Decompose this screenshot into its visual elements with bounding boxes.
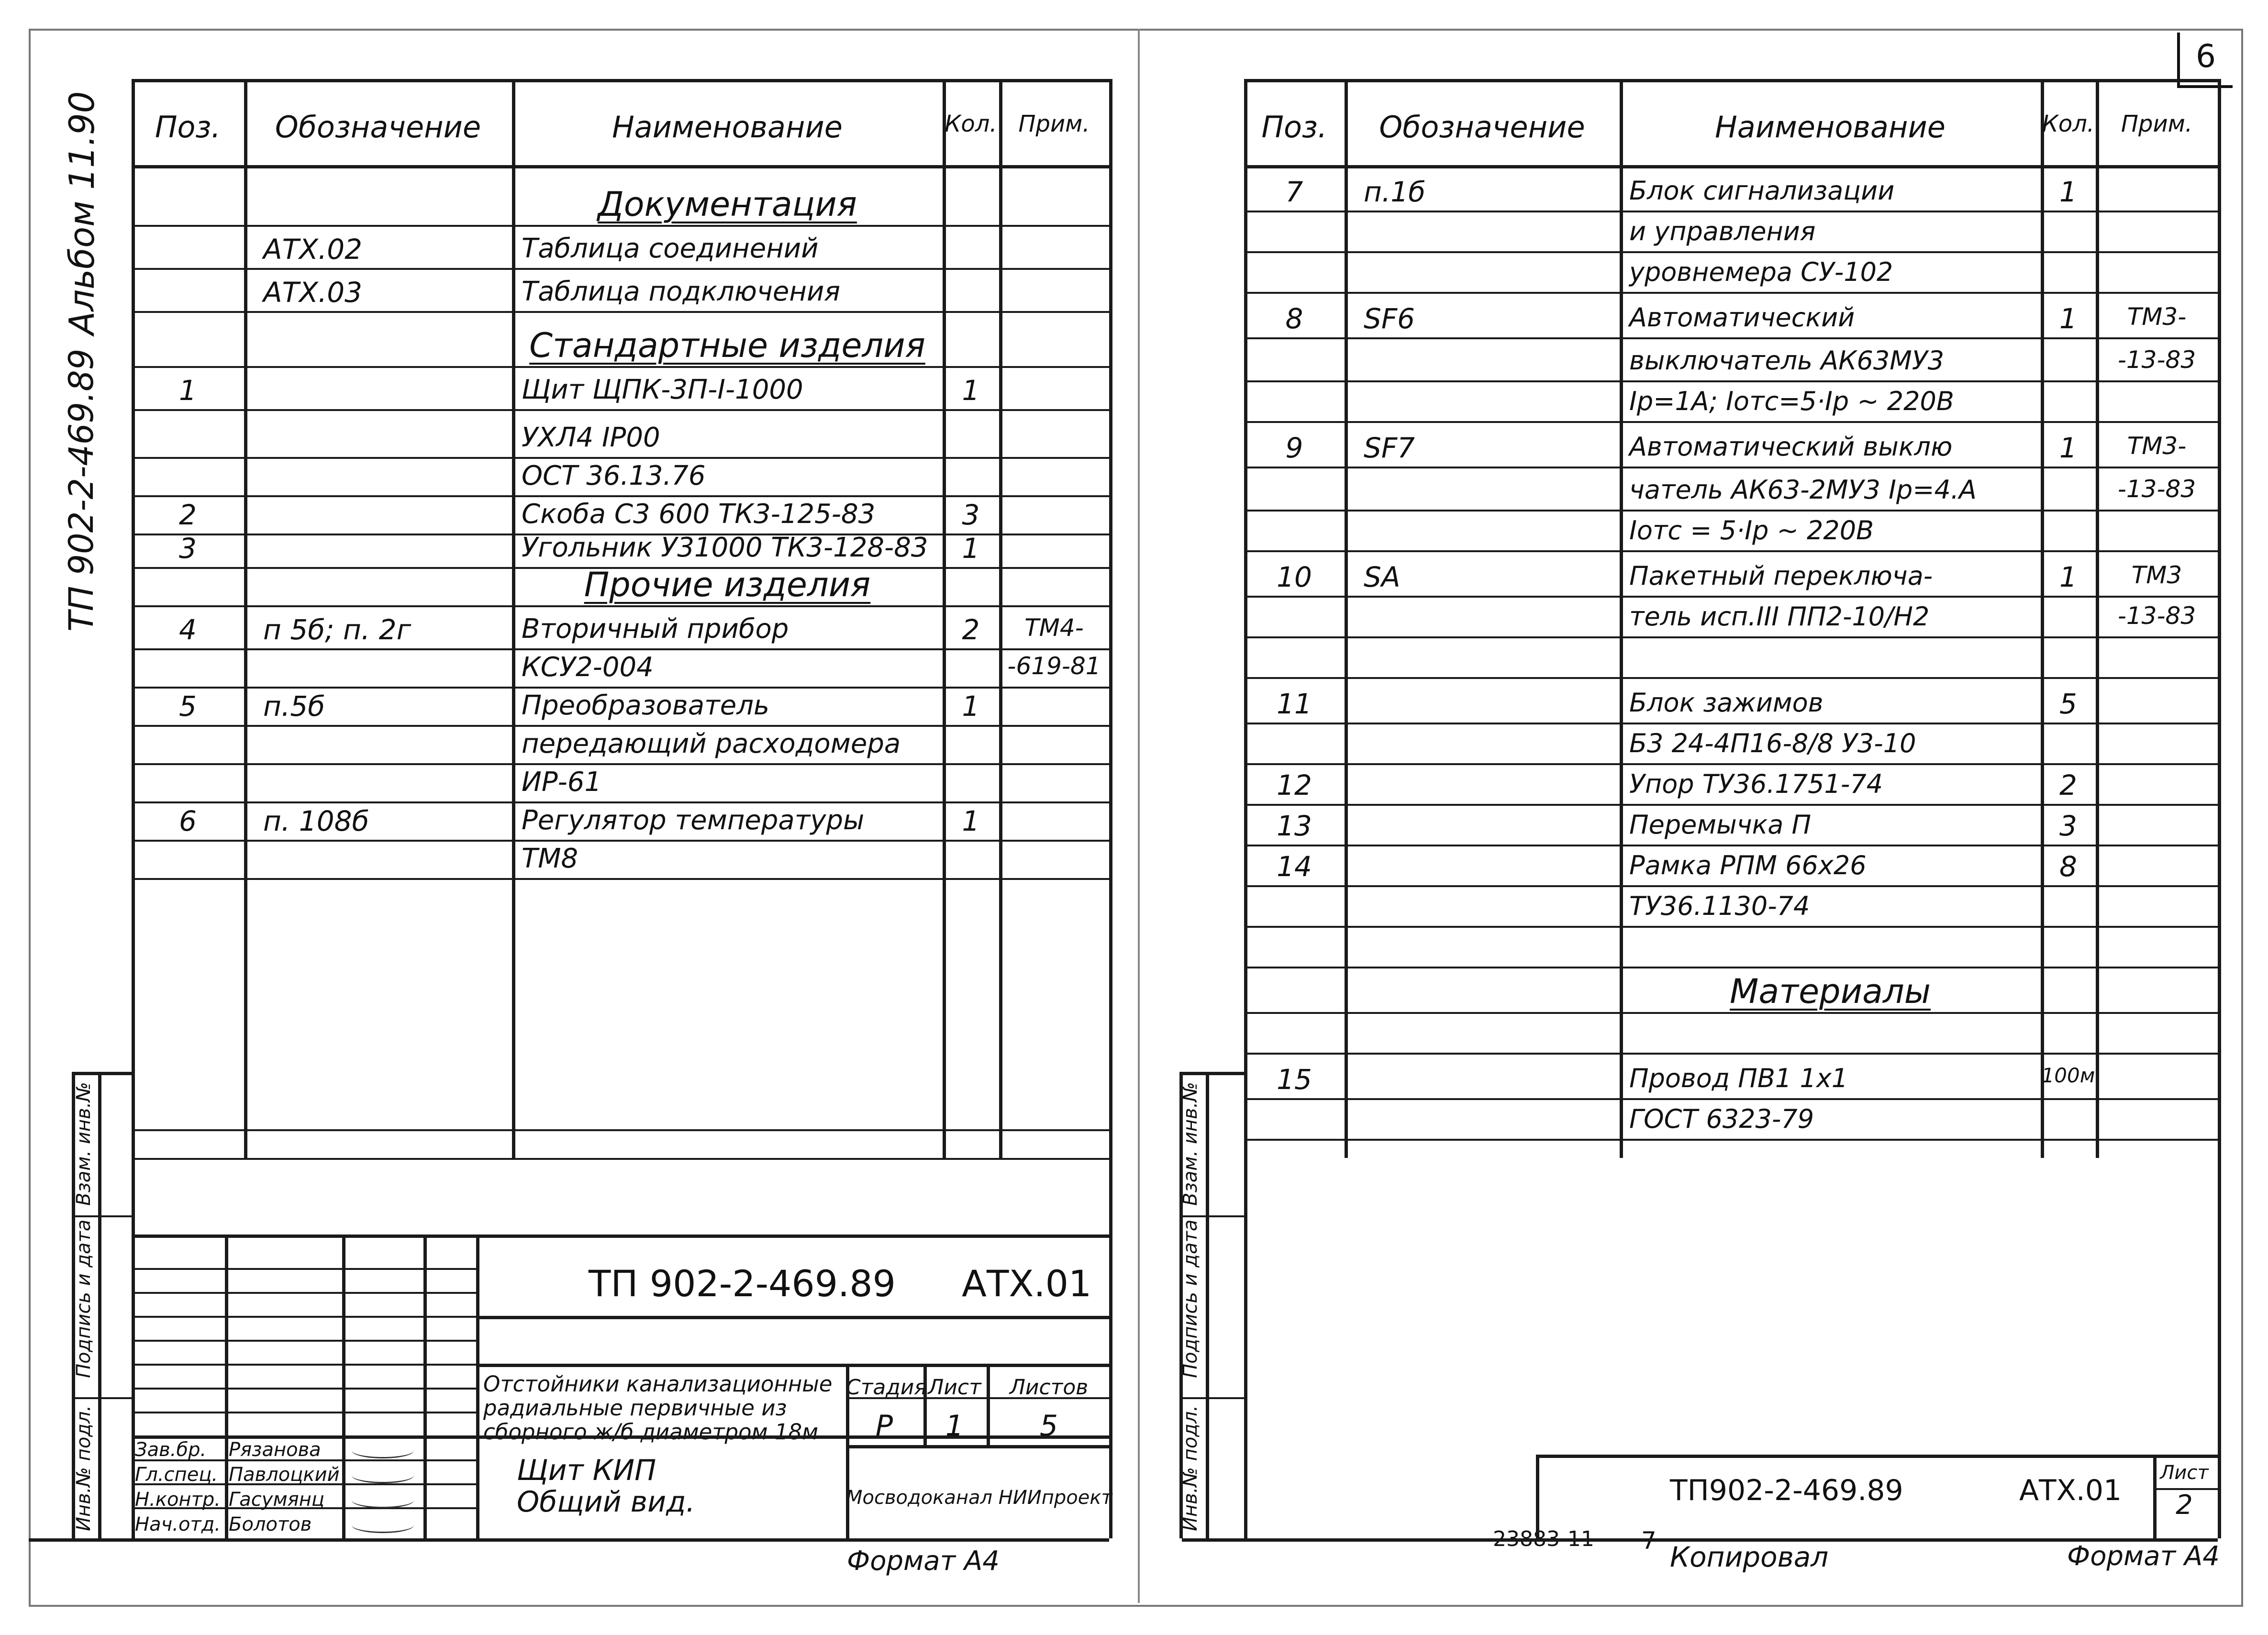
left-title-grid	[476, 1316, 1109, 1319]
copied-label: Копировал	[1670, 1541, 1829, 1573]
left-header-designation: Обозначение	[275, 110, 481, 145]
right-title-box	[1536, 1455, 2218, 1458]
right-col-line	[1345, 79, 1348, 1158]
left-stamp-box	[72, 1072, 132, 1075]
stage-header: Стадия	[846, 1375, 927, 1400]
left-row-note: ТМ4-	[1024, 614, 1084, 642]
left-title-grid	[476, 1235, 479, 1538]
drawing-title: Щит КИП Общий вид.	[517, 1454, 695, 1519]
right-row-pos: 9	[1285, 432, 1303, 464]
left-row-line	[132, 878, 1109, 880]
right-row-name: Пакетный переключа-	[1629, 561, 1933, 591]
right-row-qty: 1	[2059, 176, 2077, 208]
left-row-name: Таблица соединений	[522, 233, 819, 264]
role-label: Зав.бр.	[135, 1439, 207, 1461]
right-stamp-box	[1206, 1072, 1209, 1538]
right-row-line	[1244, 292, 2218, 294]
left-title-grid	[132, 1235, 1109, 1238]
right-row-line	[1244, 885, 2218, 887]
right-row-name: тель исп.III ПП2-10/Н2	[1629, 601, 1930, 632]
left-row-line	[132, 409, 1109, 411]
left-row-name: ТМ8	[522, 843, 578, 874]
right-top-border	[1244, 79, 2218, 82]
sheet-value: 1	[945, 1409, 964, 1443]
left-title-grid	[476, 1364, 1109, 1367]
right-row-line	[1244, 763, 2218, 765]
left-row-pos: 2	[179, 499, 197, 531]
left-format: Формат А4	[847, 1546, 1000, 1577]
right-format: Формат А4	[2067, 1541, 2220, 1572]
left-row-pos: 1	[179, 374, 197, 407]
right-row-name: чатель АК63-2МУ3 Iр=4.А	[1629, 475, 1977, 505]
right-row-name: уровнемера СУ-102	[1629, 257, 1893, 287]
left-row-line	[132, 763, 1109, 765]
right-row-name: Автоматический выклю	[1629, 432, 1953, 462]
right-row-qty: 1	[2059, 432, 2077, 464]
signature-mark	[352, 1443, 414, 1458]
left-row-line	[132, 840, 1109, 842]
right-stamp-box	[1179, 1215, 1244, 1217]
right-row-note: -13-83	[2117, 602, 2196, 630]
right-row-line	[1244, 967, 2218, 968]
right-row-name: Рамка РПМ 66х26	[1629, 850, 1867, 880]
left-title-grid	[423, 1235, 427, 1538]
right-row-line	[1244, 1053, 2218, 1055]
right-row-name: ТУ36.1130-74	[1629, 891, 1810, 921]
right-col-line	[2041, 79, 2044, 1158]
sheets-value: 5	[1039, 1409, 1058, 1443]
left-row-qty: 1	[962, 690, 980, 723]
right-row-line	[1244, 550, 2218, 552]
right-row-line	[1244, 926, 2218, 928]
role-name: Павлоцкий	[229, 1464, 340, 1486]
right-row-pos: 12	[1277, 769, 1312, 801]
right-stamp-box	[1179, 1072, 1244, 1075]
right-row-line	[1244, 723, 2218, 724]
left-frame-left	[132, 79, 135, 1538]
left-row-name: Преобразователь	[522, 690, 769, 721]
right-sheet-value: 2	[2176, 1490, 2193, 1521]
right-sheet-header: Лист	[2160, 1462, 2209, 1484]
left-col-line	[512, 79, 515, 1158]
right-row-pos: 15	[1277, 1063, 1312, 1096]
left-title-grid	[29, 1538, 1109, 1542]
left-title-grid	[132, 1435, 1109, 1439]
role-name: Болотов	[229, 1513, 312, 1535]
right-frame-left	[1244, 79, 1247, 1538]
left-row-pos: 5	[179, 690, 197, 723]
left-row-designation: п.5б	[263, 690, 325, 723]
right-row-name: Б3 24-4П16-8/8 У3-10	[1629, 728, 1916, 758]
left-row-qty: 1	[962, 374, 980, 407]
left-header-pos: Поз.	[155, 110, 221, 145]
left-header-note: Прим.	[1018, 111, 1090, 137]
fold-line	[1138, 29, 1140, 1603]
signature-mark	[352, 1517, 414, 1533]
right-title-code: ТП902-2-469.89	[1670, 1474, 1903, 1507]
signature-mark	[352, 1468, 414, 1483]
right-section-title: Материалы	[1730, 972, 1931, 1011]
signature-mark	[352, 1492, 414, 1508]
right-row-pos: 7	[1285, 176, 1303, 208]
left-row-line	[132, 457, 1109, 459]
object-title: Отстойники канализационные радиальные первичные из сборного ж/б диаметром 18м	[483, 1371, 833, 1445]
left-title-grid	[846, 1364, 849, 1538]
right-header-qty: Кол.	[2042, 111, 2095, 137]
left-header-border	[132, 165, 1109, 168]
right-row-name: Блок сигнализации	[1629, 176, 1895, 206]
right-row-name: Iотс = 5·Iр ~ 220В	[1629, 515, 1874, 545]
left-row-name: Угольник У31000 ТК3-128-83	[522, 532, 928, 563]
right-title-box	[2153, 1455, 2157, 1538]
right-header-note: Прим.	[2121, 111, 2193, 137]
right-row-line	[1244, 845, 2218, 846]
right-row-line	[1244, 636, 2218, 638]
left-row-line	[132, 268, 1109, 270]
right-row-qty: 8	[2059, 850, 2077, 883]
left-section-title: Прочие изделия	[584, 565, 871, 604]
right-frame-right	[2218, 79, 2221, 1538]
right-row-pos: 10	[1277, 561, 1312, 593]
left-row-designation: АТХ.02	[263, 233, 363, 266]
right-row-line	[1244, 1139, 2218, 1141]
right-row-line	[1244, 596, 2218, 598]
right-header-border	[1244, 165, 2218, 168]
left-row-line	[132, 311, 1109, 313]
left-row-line	[132, 725, 1109, 727]
right-row-line	[1244, 251, 2218, 253]
right-row-name: ГОСТ 6323-79	[1629, 1104, 1814, 1134]
right-row-note: -13-83	[2117, 475, 2196, 503]
left-row-designation: АТХ.03	[263, 276, 363, 309]
left-row-name: Вторичный прибор	[522, 613, 789, 645]
left-title-code: ТП 902-2-469.89	[589, 1262, 896, 1305]
right-stamp-sign: Подпись и дата	[1179, 1219, 1201, 1378]
left-stamp-box	[72, 1215, 132, 1217]
left-stamp-box	[72, 1397, 132, 1399]
left-row-note: -619-81	[1007, 652, 1101, 680]
right-row-pos: 13	[1277, 810, 1312, 842]
left-row-line	[132, 605, 1109, 607]
left-section-title: Документация	[598, 185, 857, 224]
left-row-line	[132, 687, 1109, 689]
left-section-title: Стандартные изделия	[529, 326, 925, 365]
left-row-name: Таблица подключения	[522, 276, 841, 307]
role-label: Н.контр.	[135, 1489, 221, 1511]
sheets-header: Листов	[1009, 1375, 1089, 1400]
right-row-note: ТМ3	[2131, 561, 2182, 589]
right-row-pos: 8	[1285, 302, 1303, 335]
left-row-name: передающий расходомера	[522, 728, 901, 759]
right-title-box	[1536, 1455, 1539, 1538]
left-title-grid	[987, 1364, 990, 1445]
stage-value: Р	[875, 1409, 893, 1443]
left-title-grid	[923, 1364, 927, 1445]
right-title-doc: АТХ.01	[2019, 1474, 2122, 1507]
left-row-line	[132, 1129, 1109, 1131]
left-title-grid	[846, 1445, 1112, 1448]
footer-number: 23883-11	[1493, 1527, 1594, 1551]
organization: Мосводоканал НИИпроект	[846, 1487, 1112, 1509]
right-row-qty: 1	[2059, 561, 2077, 593]
right-row-line	[1244, 1098, 2218, 1100]
left-row-pos: 4	[179, 613, 197, 646]
left-row-name: Щит ЩПК-3П-I-1000	[522, 374, 803, 405]
left-header-name: Наименование	[612, 110, 843, 145]
right-row-qty: 2	[2059, 769, 2077, 801]
right-bottom-border	[1182, 1538, 2218, 1542]
right-row-line	[1244, 467, 2218, 468]
left-row-name: ОСТ 36.13.76	[522, 460, 706, 491]
right-title-box	[2153, 1488, 2218, 1490]
right-row-name: Блок зажимов	[1629, 688, 1823, 718]
right-row-designation: SF6	[1364, 302, 1415, 335]
left-row-line	[132, 366, 1109, 368]
left-row-line	[132, 1158, 1109, 1160]
role-name: Рязанова	[229, 1439, 321, 1461]
right-header-name: Наименование	[1715, 110, 1946, 145]
left-row-line	[132, 648, 1109, 650]
right-row-line	[1244, 211, 2218, 212]
left-row-name: ИР-61	[522, 767, 602, 798]
left-title-grid	[342, 1235, 345, 1538]
right-row-name: Автоматический	[1629, 302, 1855, 333]
sheet-number-badge: 6	[2196, 38, 2216, 75]
role-label: Нач.отд.	[135, 1513, 221, 1535]
album-label: Альбом 11.90	[62, 91, 102, 335]
left-row-line	[132, 495, 1109, 497]
left-col-line	[244, 79, 247, 1158]
right-stamp-inv: Инв.№ подл.	[1179, 1405, 1201, 1531]
right-row-note: -13-83	[2117, 346, 2196, 374]
left-row-line	[132, 801, 1109, 803]
left-stamp-inv: Инв.№ подл.	[73, 1405, 95, 1531]
right-row-note: ТМ3-	[2127, 303, 2187, 331]
right-header-designation: Обозначение	[1379, 110, 1585, 145]
right-row-name: и управления	[1629, 216, 1816, 246]
left-row-line	[132, 225, 1109, 227]
right-row-line	[1244, 1012, 2218, 1014]
right-row-qty: 5	[2059, 688, 2077, 720]
left-row-designation: п 5б; п. 2г	[263, 613, 411, 646]
role-name: Гасумянц	[229, 1489, 325, 1511]
right-row-name: Iр=1А; Iотс=5·Iр ~ 220В	[1629, 386, 1954, 416]
right-row-designation: п.1б	[1364, 176, 1426, 208]
left-stamp-replace: Взам. инв.№	[73, 1082, 95, 1206]
left-frame-right	[1109, 79, 1112, 1538]
left-row-qty: 1	[962, 805, 980, 837]
right-row-pos: 11	[1277, 688, 1312, 720]
right-row-line	[1244, 380, 2218, 382]
right-row-qty: 100м	[2041, 1064, 2095, 1087]
right-row-pos: 14	[1277, 850, 1312, 883]
right-row-line	[1244, 337, 2218, 339]
right-row-line	[1244, 677, 2218, 679]
right-row-line	[1244, 510, 2218, 512]
left-title-grid	[225, 1235, 228, 1538]
project-side-label: ТП 902-2-469.89	[62, 348, 101, 632]
left-row-pos: 6	[179, 805, 197, 837]
right-row-note: ТМ3-	[2127, 432, 2187, 460]
left-row-name: Регулятор температуры	[522, 805, 865, 836]
left-row-name: КСУ2-004	[522, 652, 654, 683]
right-stamp-box	[1179, 1072, 1183, 1538]
right-row-designation: SA	[1364, 561, 1401, 593]
left-row-designation: п. 108б	[263, 805, 369, 837]
left-row-qty: 1	[962, 532, 980, 565]
right-row-name: Упор ТУ36.1751-74	[1629, 769, 1883, 799]
right-header-pos: Поз.	[1261, 110, 1327, 145]
left-title-grid	[846, 1397, 1112, 1399]
left-title-doc: АТХ.01	[962, 1262, 1092, 1305]
right-row-line	[1244, 421, 2218, 423]
left-row-name: УХЛ4 IР00	[522, 422, 660, 453]
left-row-pos: 3	[179, 532, 197, 565]
left-top-border	[132, 79, 1109, 82]
left-row-qty: 3	[962, 499, 980, 531]
footer-page: 7	[1641, 1527, 1657, 1555]
right-row-name: Провод ПВ1 1х1	[1629, 1063, 1848, 1093]
right-row-designation: SF7	[1364, 432, 1415, 464]
left-stamp-box	[98, 1072, 101, 1538]
right-row-name: выключатель АК63МУ3	[1629, 345, 1945, 376]
left-row-qty: 2	[962, 613, 980, 646]
right-row-qty: 1	[2059, 302, 2077, 335]
left-stamp-box	[72, 1072, 75, 1538]
sheet-header: Лист	[928, 1375, 981, 1400]
left-stamp-sign: Подпись и дата	[73, 1219, 95, 1378]
left-row-name: Скоба С3 600 ТК3-125-83	[522, 499, 876, 530]
role-label: Гл.спец.	[135, 1464, 218, 1486]
left-header-qty: Кол.	[945, 111, 997, 137]
right-row-line	[1244, 804, 2218, 806]
right-stamp-box	[1179, 1397, 1244, 1399]
right-stamp-replace: Взам. инв.№	[1179, 1082, 1201, 1206]
right-row-qty: 3	[2059, 810, 2077, 842]
right-row-name: Перемычка П	[1629, 810, 1812, 840]
